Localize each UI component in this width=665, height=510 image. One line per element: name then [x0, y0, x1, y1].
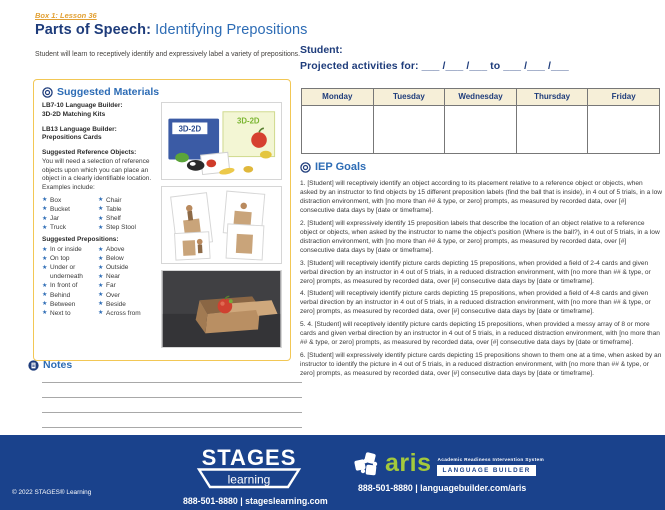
iep-goal-paragraph: 3. [Student] will receptively identify picture cards depicting 15 prepositions, when provided a field of 2-4 cards and given verbal direction by an instructor in 4 out of 5 trials, in a reduced distraction environment, with [no more than ## & type, or zero] prompts, as measured by recorded data, over [#] consecutive data days by [date or timeframe].: [300, 259, 651, 285]
star-icon: ★: [98, 310, 104, 317]
suggested-materials-title: Suggested Materials: [57, 86, 160, 98]
week-table-cell: [588, 106, 659, 153]
material-item-lb7: LB7-10 Language Builder: 3D-2D Matching Kits: [42, 102, 123, 118]
iep-goal-paragraph: 1. [Student] will receptively identify an object according to its placement relative to a reference object or objects, when asked by an instructor to find objects by 15 different preposition labels (find the ball that is inside), in 4 out of 5 trials, in a low distraction environment, with [no more than ## & type, or zero] prompts, as measured by recorded data, over [#] consecutive data days by [date or timeframe].: [300, 180, 663, 214]
materials-photos: [161, 102, 282, 348]
star-icon: ★: [42, 215, 48, 222]
list-item: ★ Below: [98, 255, 124, 263]
star-icon: ★: [98, 215, 104, 222]
list-item: ★ Jar: [42, 215, 60, 223]
star-icon: ★: [98, 273, 104, 280]
material-item-lb13: LB13 Language Builder: Prepositions Cards: [42, 125, 117, 142]
reference-objects-text: You will need a selection of reference objects upon which you can place an object in a clearly identifiable location. Examples include:: [42, 157, 152, 192]
star-icon: ★: [42, 282, 48, 289]
document-icon: [28, 360, 39, 371]
list-item: ★ Behind: [42, 291, 71, 299]
notes-lines: [42, 368, 302, 428]
list-item: ★ Box: [42, 196, 62, 204]
star-icon: ★: [98, 255, 104, 262]
aris-tagline: Academic Readiness Intervention System: [437, 458, 545, 464]
iep-goals-header: [300, 161, 366, 173]
aris-wordmark: aris: [385, 449, 432, 478]
projected-activities-label: Projected activities for: ___ /___ /___ to ___ /___ /___: [300, 60, 569, 72]
prepositions-heading: Suggested Prepositions:: [42, 236, 119, 244]
star-icon: ★: [98, 206, 104, 213]
star-icon: ★: [98, 282, 104, 289]
stages-learning-logo-block: [183, 446, 328, 506]
list-item: ★ Step Stool: [98, 224, 136, 232]
star-icon: ★: [42, 292, 48, 298]
list-item: ★ Shelf: [98, 215, 121, 223]
note-line: [42, 413, 302, 428]
iep-goals-list: [300, 180, 662, 383]
star-icon: ★: [98, 301, 104, 308]
week-table-header-cell: Friday: [611, 92, 636, 101]
weekly-activities-table: [301, 88, 660, 154]
week-table-header-row: [302, 89, 659, 106]
note-line: [42, 368, 302, 383]
list-item: ★ Truck: [42, 224, 67, 232]
note-line: [42, 398, 302, 413]
iep-goal-paragraph: 2. [Student] will expressively identify 15 preposition labels that describe the location of an object relative to a reference object or objects, when asked by the instructor to name the object's position (Where is the ball?), in 4 out of 5 trials, in a low distraction environment, with [no more than ## & type, or zero] prompts, as measured by recorded data, over [#] consecutive data days by [date or timeframe].: [300, 219, 660, 254]
week-table-cell: [517, 106, 589, 153]
star-icon: ★: [42, 310, 48, 317]
week-table-cell: [374, 106, 446, 153]
list-item: ★ Above: [98, 246, 125, 254]
iep-goal-paragraph: 6. [Student] will expressively identify picture cards depicting 15 prepositions shown to them one at a time, when asked by an instructor to identify the picture in 4 out of 5 trials, in a reduced distraction environment, with [no more than ## & type, or zero] prompts, as measured by recorded data, over [#] consecutive data days by [date or timeframe].: [300, 352, 662, 378]
aris-logo-block: [352, 449, 582, 493]
svg-text:3D-2D: 3D-2D: [178, 124, 202, 134]
list-item: ★ Outside: [98, 264, 129, 272]
star-icon: ★: [42, 255, 48, 262]
list-item: ★ Between: [42, 300, 76, 308]
week-table-body-row: [302, 106, 659, 153]
stages-learning-logo: [187, 446, 315, 490]
lesson-eyebrow: Box 1: Lesson 36: [35, 11, 97, 20]
week-table-cell: [302, 106, 374, 153]
language-builder-badge: LANGUAGE BUILDER: [437, 465, 535, 476]
reference-objects-list: [42, 196, 154, 232]
footer: [0, 435, 665, 510]
lesson-objective-text: Student will learn to receptively identify and expressively label a variety of prepositions.: [35, 51, 301, 58]
week-table-header-cell: Thursday: [517, 89, 589, 105]
svg-text:3D-2D: 3D-2D: [237, 116, 260, 126]
star-icon: ★: [98, 246, 104, 253]
list-item: ★ Under or underneath: [42, 264, 83, 281]
list-item: ★ Next to: [42, 309, 71, 317]
page-title-bold: Parts of Speech:: [35, 22, 152, 38]
iep-goals-title: IEP Goals: [315, 161, 367, 173]
week-table-header-cell: Wednesday: [445, 89, 517, 105]
list-item: ★ Chair: [98, 196, 122, 204]
target-icon: [42, 87, 53, 98]
stages-contact-text: 888-501-8880 | stageslearning.com: [183, 496, 328, 506]
list-item: ★ Over: [98, 291, 121, 299]
list-item: ★ In or inside: [42, 246, 82, 254]
iep-goal-paragraph: 4. [Student] will receptively identify picture cards depicting 15 prepositions, when provided a field of 4-8 cards and given verbal direction by an instructor in 4 out of 5 trials, in a reduced distraction environment, with [no more than ## & type, or zero] prompts, as measured by recorded data, over [#] consecutive data days by [date or timeframe].: [300, 290, 651, 316]
student-label: Student:: [300, 44, 343, 56]
note-line: [42, 383, 302, 398]
star-icon: ★: [42, 246, 48, 253]
aris-contact-text: 888-501-8880 | languagebuilder.com/aris: [358, 483, 527, 493]
list-item: ★ Across from: [98, 309, 141, 317]
photo-preposition-cards: [161, 186, 282, 264]
star-icon: ★: [42, 224, 48, 231]
star-icon: ★: [98, 224, 104, 231]
list-item: ★ Bucket: [42, 205, 70, 213]
list-item: ★ Far: [98, 282, 116, 290]
star-icon: ★: [98, 264, 104, 271]
notes-title: Notes: [43, 359, 73, 371]
week-table-cell: [445, 106, 517, 153]
copyright-text: © 2022 STAGES® Learning: [12, 489, 92, 496]
star-icon: ★: [42, 206, 48, 213]
week-table-header-cell: Tuesday: [374, 89, 446, 105]
page-title-light: Identifying Prepositions: [155, 22, 308, 38]
prepositions-list: [42, 245, 154, 318]
target-icon: [300, 162, 311, 173]
puzzle-icon: [352, 449, 382, 479]
svg-text:STAGES: STAGES: [201, 446, 297, 470]
page-title: [35, 22, 308, 38]
photo-apple-in-box: [161, 270, 282, 348]
star-icon: ★: [98, 292, 104, 298]
list-item: ★ In front of: [42, 282, 78, 290]
svg-text:learning: learning: [227, 472, 271, 487]
list-item: ★ Near: [98, 273, 121, 281]
suggested-materials-header: [42, 86, 282, 98]
star-icon: ★: [42, 264, 48, 271]
star-icon: ★: [42, 197, 48, 204]
week-table-header-cell: Monday: [302, 89, 374, 105]
list-item: ★ Beside: [98, 300, 126, 308]
photo-3d2d-kits: [161, 102, 282, 180]
star-icon: ★: [42, 301, 48, 308]
reference-objects-heading: Suggested Reference Objects:: [42, 149, 137, 157]
list-item: ★ On top: [42, 255, 70, 263]
iep-goal-paragraph: 5. 4. [Student] will receptively identify picture cards depicting 15 prepositions, when provided a messy array of 8 or more cards and given verbal direction by an instructor in 4 out of 5 trials, in a reduced distraction environment, with [no more than ## & type, or zero] prompts, as measured by recorded data, over [#] consecutive data days by [date or timeframe].: [300, 321, 660, 347]
list-item: ★ Table: [98, 205, 122, 213]
suggested-materials-panel: [33, 79, 291, 361]
star-icon: ★: [98, 197, 104, 204]
